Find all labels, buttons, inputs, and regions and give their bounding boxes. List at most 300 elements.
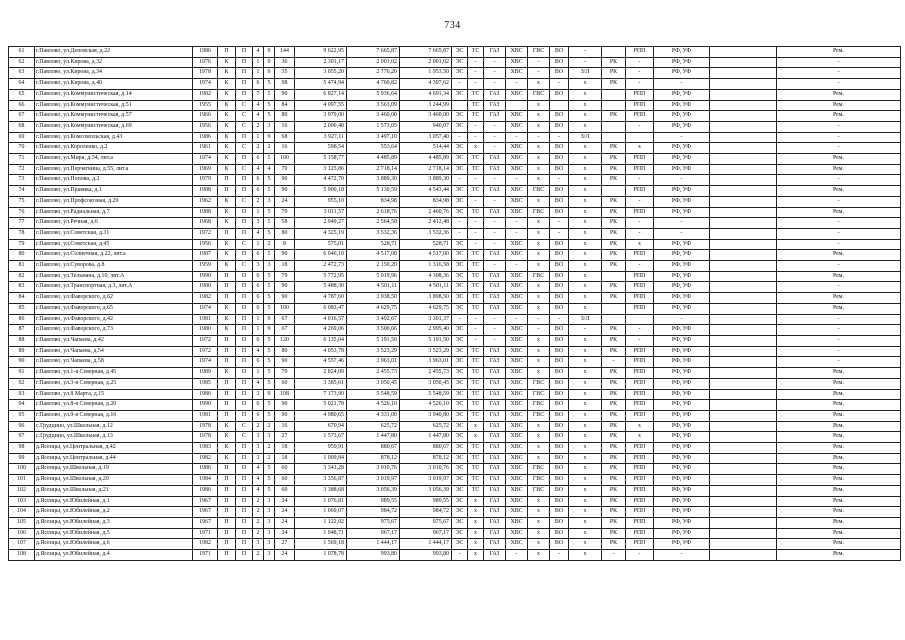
cell-elevator: х [569,111,602,122]
cell-roof-repair [602,100,626,111]
cell-sections: 3 [253,443,264,454]
cell-blank [710,121,777,132]
cell-living-area: 3 056,39 [347,485,400,496]
cell-private-area: 2 412,48 [400,218,452,229]
housing-register-table [8,46,901,561]
cell-gas: - [484,239,506,250]
cell-basement: РПП [626,400,654,411]
cell-roof-repair: РК [602,325,626,336]
cell-electricity: ЭС [452,368,468,379]
cell-sections: 6 [253,250,264,261]
cell-wall-material: К [218,164,236,175]
page-number: 734 [444,20,461,31]
cell-hot-water: х [528,539,550,550]
cell-year-built: 1956 [193,239,218,250]
cell-electricity: ЭС [452,539,468,550]
cell-address: г.Павлово, ул.Мира, д.34, лит.а [35,154,193,165]
cell-apartments: 60 [275,378,295,389]
cell-hot-water: х [528,239,550,250]
cell-private-area: 4 517,00 [400,250,452,261]
cell-wall-material: П [218,357,236,368]
cell-address: с.Грудцино, ул.Школьная, д.12 [35,421,193,432]
cell-floor-material: П [236,335,253,346]
cell-gas: ГАЗ [484,464,506,475]
cell-year-built: 1967 [193,507,218,518]
cell-sewerage: ВО [550,47,569,58]
cell-sewerage: ВО [550,421,569,432]
cell-sections: 3 [253,261,264,272]
cell-electricity: ЭС [452,453,468,464]
cell-basement: РПП [626,443,654,454]
cell-address: д.Ясенцы, ул.Центральная, д.44 [35,453,193,464]
cell-sewerage: ВО [550,250,569,261]
cell-year-built: 1986 [193,389,218,400]
cell-row-number: 72 [9,164,35,175]
cell-private-area: 3 244,99 [400,100,452,111]
cell-cold-water: ХВС [506,325,528,336]
cell-cold-water: - [506,132,528,143]
cell-electricity: - [452,314,468,325]
cell-heating: ТС [468,389,484,400]
cell-electricity: ЭС [452,239,468,250]
cell-wall-material: К [218,250,236,261]
cell-row-number: 65 [9,89,35,100]
cell-hot-water: х [528,346,550,357]
cell-living-area: 4 760,82 [347,79,400,90]
cell-floor-material: С [236,196,253,207]
cell-year-built: 1986 [193,485,218,496]
cell-floors: 5 [264,89,275,100]
cell-living-area: 993,80 [347,550,400,561]
cell-repair-status: - [777,132,901,143]
cell-sections: 4 [253,100,264,111]
cell-row-number: 75 [9,196,35,207]
cell-basement: РПП [626,453,654,464]
cell-elevator: х [569,79,602,90]
cell-sections: 3 [253,453,264,464]
cell-cold-water: - [506,550,528,561]
cell-private-area: 2 460,76 [400,207,452,218]
cell-address: г.Павлово, ул.Советская, д.31 [35,228,193,239]
cell-private-area: 2 995,40 [400,325,452,336]
cell-living-area: 528,71 [347,239,400,250]
cell-elevator: х [569,239,602,250]
cell-hot-water: х [528,261,550,272]
cell-heating: ТС [468,282,484,293]
cell-roof-repair: РК [602,400,626,411]
cell-facade: РФ, УФ [654,261,710,272]
cell-apartments: 60 [275,485,295,496]
cell-elevator: - [569,47,602,58]
cell-sections: 6 [253,357,264,368]
cell-basement: РПП [626,100,654,111]
cell-elevator: х [569,175,602,186]
cell-apartments: 98 [275,79,295,90]
cell-sections: 2 [253,143,264,154]
cell-year-built: 1982 [193,453,218,464]
cell-address: г.Павлово, ул.Транспортная, д.3, лит.А [35,282,193,293]
cell-sections: 4 [253,485,264,496]
cell-blank [710,132,777,143]
cell-total-area: 6 827,14 [295,89,347,100]
cell-floor-material: С [236,100,253,111]
cell-electricity: ЭС [452,325,468,336]
cell-repair-status: Рем. [777,368,901,379]
cell-elevator: х [569,517,602,528]
cell-facade: РФ, УФ [654,121,710,132]
cell-elevator: х [569,143,602,154]
cell-cold-water: ХВС [506,539,528,550]
cell-gas: ГАЗ [484,496,506,507]
cell-sewerage: ВО [550,335,569,346]
cell-roof-repair: РК [602,485,626,496]
cell-apartments: 90 [275,175,295,186]
cell-heating: - [468,57,484,68]
cell-total-area: 1 573,67 [295,432,347,443]
cell-blank [710,357,777,368]
cell-living-area: 834,98 [347,196,400,207]
cell-floors: 3 [264,196,275,207]
cell-basement: - [626,335,654,346]
table-row [9,400,901,411]
cell-floor-material: П [236,378,253,389]
cell-hot-water: х [528,335,550,346]
cell-roof-repair: РК [602,389,626,400]
cell-row-number: 104 [9,507,35,518]
cell-cold-water: ХВС [506,357,528,368]
cell-row-number: 103 [9,496,35,507]
cell-heating: ТС [468,485,484,496]
cell-blank [710,346,777,357]
cell-basement: х [626,432,654,443]
cell-total-area: 5 900,18 [295,186,347,197]
cell-total-area: 5 158,77 [295,154,347,165]
cell-year-built: 1982 [193,89,218,100]
cell-roof-repair: РК [602,164,626,175]
cell-gas: ГАЗ [484,539,506,550]
cell-address: г.Павлово, ул.Профсоюзная, д.29 [35,196,193,207]
cell-floor-material: П [236,475,253,486]
cell-wall-material: К [218,218,236,229]
cell-elevator: х [569,357,602,368]
cell-heating: - [468,228,484,239]
table-row [9,79,901,90]
cell-wall-material: К [218,261,236,272]
cell-electricity: ЭС [452,303,468,314]
cell-address: г.Павлово, ул.Советская, д.45 [35,239,193,250]
cell-apartments: 70 [275,207,295,218]
cell-sections: 7 [253,89,264,100]
cell-blank [710,453,777,464]
cell-apartments: 90 [275,89,295,100]
cell-apartments: 24 [275,507,295,518]
cell-electricity: ЭС [452,378,468,389]
cell-sewerage: ВО [550,453,569,464]
cell-row-number: 102 [9,485,35,496]
cell-address: д.Ясенцы, ул.Центральная, д.42 [35,443,193,454]
cell-living-area: 2 001,02 [347,57,400,68]
cell-heating: - [468,68,484,79]
cell-row-number: 106 [9,528,35,539]
cell-floors: 2 [264,239,275,250]
cell-wall-material: К [218,443,236,454]
cell-repair-status: - [777,346,901,357]
cell-year-built: 1978 [193,421,218,432]
table-row [9,325,901,336]
cell-electricity: ЭС [452,528,468,539]
cell-cold-water: ХВС [506,186,528,197]
cell-gas: - [484,335,506,346]
cell-floors: 5 [264,410,275,421]
cell-sewerage: ВО [550,164,569,175]
cell-repair-status: - [777,196,901,207]
cell-wall-material: П [218,400,236,411]
cell-repair-status: Рем. [777,528,901,539]
cell-sections: 6 [253,335,264,346]
table-row [9,528,901,539]
cell-total-area: 1 069,07 [295,507,347,518]
cell-heating: ТС [468,89,484,100]
cell-roof-repair: РК [602,539,626,550]
cell-floor-material: П [236,132,253,143]
cell-elevator: х [569,228,602,239]
cell-floor-material: С [236,143,253,154]
cell-private-area: 4 308,36 [400,271,452,282]
cell-private-area: 528,71 [400,239,452,250]
table-row [9,507,901,518]
cell-repair-status: Рем. [777,464,901,475]
cell-year-built: 1989 [193,368,218,379]
cell-sections: 2 [253,196,264,207]
cell-hot-water: х [528,550,550,561]
cell-total-area: 1 009,84 [295,453,347,464]
cell-floor-material: П [236,539,253,550]
cell-apartments: 144 [275,47,295,58]
cell-facade: РФ, УФ [654,464,710,475]
cell-year-built: 1987 [193,250,218,261]
cell-repair-status: Рем. [777,207,901,218]
cell-elevator: х [569,475,602,486]
cell-floors: 5 [264,250,275,261]
cell-year-built: 1981 [193,314,218,325]
cell-wall-material: К [218,121,236,132]
cell-repair-status: Рем. [777,378,901,389]
cell-total-area: 1 569,18 [295,539,347,550]
cell-address: г.Павлово, ул.Солнечная, д.22, лит.а [35,250,193,261]
cell-roof-repair [602,314,626,325]
cell-row-number: 78 [9,228,35,239]
cell-apartments: 16 [275,121,295,132]
cell-facade: РФ, УФ [654,303,710,314]
cell-roof-repair: РК [602,111,626,122]
cell-roof-repair: РК [602,228,626,239]
cell-facade: РФ, УФ [654,100,710,111]
cell-floors: 5 [264,400,275,411]
table-row [9,335,901,346]
cell-gas: ГАЗ [484,517,506,528]
cell-roof-repair: - [602,550,626,561]
cell-gas: ГАЗ [484,186,506,197]
cell-year-built: 1956 [193,121,218,132]
cell-floors: 9 [264,68,275,79]
cell-roof-repair: РК [602,432,626,443]
cell-row-number: 83 [9,282,35,293]
cell-private-area: 2 455,73 [400,368,452,379]
cell-blank [710,293,777,304]
cell-private-area: 3 010,76 [400,464,452,475]
cell-private-area: 3 532,36 [400,228,452,239]
cell-year-built: 1980 [193,325,218,336]
cell-apartments: 24 [275,517,295,528]
cell-facade: РФ, УФ [654,528,710,539]
cell-wall-material: П [218,271,236,282]
cell-address: г.Павлово, ул.Попова, д.2 [35,175,193,186]
cell-heating: х [468,550,484,561]
cell-wall-material: П [218,378,236,389]
cell-floors: 5 [264,100,275,111]
cell-floors: 3 [264,539,275,550]
cell-roof-repair [602,186,626,197]
cell-basement: РПП [626,89,654,100]
cell-elevator: х [569,528,602,539]
cell-apartments: 18 [275,453,295,464]
cell-sewerage: ВО [550,443,569,454]
cell-floor-material: П [236,303,253,314]
cell-electricity: ЭС [452,57,468,68]
cell-elevator: З/Л [569,314,602,325]
cell-heating: ТС [468,261,484,272]
cell-blank [710,389,777,400]
cell-wall-material: П [218,346,236,357]
cell-hot-water: х [528,175,550,186]
cell-gas: ГАЗ [484,207,506,218]
cell-address: с.Грудцино, ул.Школьная, д.13 [35,432,193,443]
cell-wall-material: К [218,79,236,90]
cell-elevator: х [569,154,602,165]
cell-row-number: 80 [9,250,35,261]
cell-total-area: 5 021,78 [295,400,347,411]
cell-row-number: 71 [9,154,35,165]
cell-sewerage: ВО [550,378,569,389]
cell-gas: - [484,121,506,132]
cell-address: г.Павлово, ул.1-я Северная, д.45 [35,368,193,379]
cell-heating: ТС [468,303,484,314]
cell-heating: ТС [468,475,484,486]
table-row [9,368,901,379]
cell-heating: х [468,507,484,518]
cell-total-area: 4 557,46 [295,357,347,368]
cell-blank [710,154,777,165]
cell-electricity: ЭС [452,389,468,400]
cell-roof-repair: - [602,357,626,368]
cell-floors: 2 [264,453,275,464]
cell-sections: 2 [253,421,264,432]
cell-roof-repair: РК [602,79,626,90]
cell-private-area: 5 548,59 [400,389,452,400]
cell-sewerage: ВО [550,293,569,304]
cell-private-area: 4 543,44 [400,186,452,197]
cell-hot-water: х [528,143,550,154]
cell-elevator: х [569,89,602,100]
cell-wall-material: К [218,453,236,464]
cell-hot-water: х [528,282,550,293]
cell-basement [626,314,654,325]
cell-blank [710,507,777,518]
cell-living-area: 3 938,50 [347,293,400,304]
cell-floor-material: П [236,517,253,528]
cell-basement: РПП [626,47,654,58]
cell-blank [710,335,777,346]
cell-basement: - [626,325,654,336]
cell-private-area: 3 940,80 [400,410,452,421]
cell-repair-status: Рем. [777,517,901,528]
cell-facade: РФ, УФ [654,421,710,432]
cell-floors: 5 [264,228,275,239]
cell-hot-water: - [528,325,550,336]
cell-gas: ГАЗ [484,475,506,486]
cell-living-area: 2 618,76 [347,207,400,218]
table-row [9,443,901,454]
cell-roof-repair: РК [602,293,626,304]
cell-elevator: х [569,539,602,550]
cell-cold-water: - [506,218,528,229]
cell-floors: 5 [264,207,275,218]
cell-living-area: 3 532,36 [347,228,400,239]
cell-total-area: 3 388,68 [295,485,347,496]
cell-apartments: 24 [275,528,295,539]
cell-row-number: 84 [9,293,35,304]
cell-floor-material: П [236,250,253,261]
cell-total-area: 7 173,90 [295,389,347,400]
cell-address: г.Павлово, ул.Суворова, д.8 [35,261,193,272]
cell-electricity: ЭС [452,207,468,218]
cell-roof-repair: РК [602,475,626,486]
cell-year-built: 1969 [193,164,218,175]
cell-apartments: 120 [275,335,295,346]
cell-sewerage: ВО [550,517,569,528]
table-row [9,57,901,68]
cell-private-area: 4 629,75 [400,303,452,314]
cell-private-area: 625,72 [400,421,452,432]
cell-address: г.Павлово, ул.9-я Северная, д.16 [35,410,193,421]
cell-living-area: 3 963,01 [347,357,400,368]
cell-living-area: 4 629,75 [347,303,400,314]
cell-sections: 4 [253,378,264,389]
cell-private-area: 940,07 [400,121,452,132]
cell-total-area: 598,54 [295,143,347,154]
cell-repair-status: - [777,68,901,79]
cell-living-area: 625,72 [347,421,400,432]
cell-hot-water: х [528,121,550,132]
cell-sections: 4 [253,475,264,486]
cell-roof-repair: РК [602,346,626,357]
cell-private-area: 3 057,40 [400,132,452,143]
cell-apartments: 24 [275,496,295,507]
cell-gas: ГАЗ [484,443,506,454]
cell-heating: - [468,132,484,143]
table-row [9,186,901,197]
cell-address: г.Павлово, ул.Правика, д.1 [35,186,193,197]
cell-apartments: 27 [275,432,295,443]
cell-floors: 5 [264,378,275,389]
cell-address: г.Павлово, ул.Коммунистическая, д.14 [35,89,193,100]
cell-elevator: х [569,196,602,207]
cell-facade: РФ, УФ [654,517,710,528]
cell-sections: 2 [253,550,264,561]
cell-total-area: 575,01 [295,239,347,250]
cell-hot-water: ГВС [528,89,550,100]
cell-address: г.Павлово, ул.Чапаева, д.54 [35,346,193,357]
